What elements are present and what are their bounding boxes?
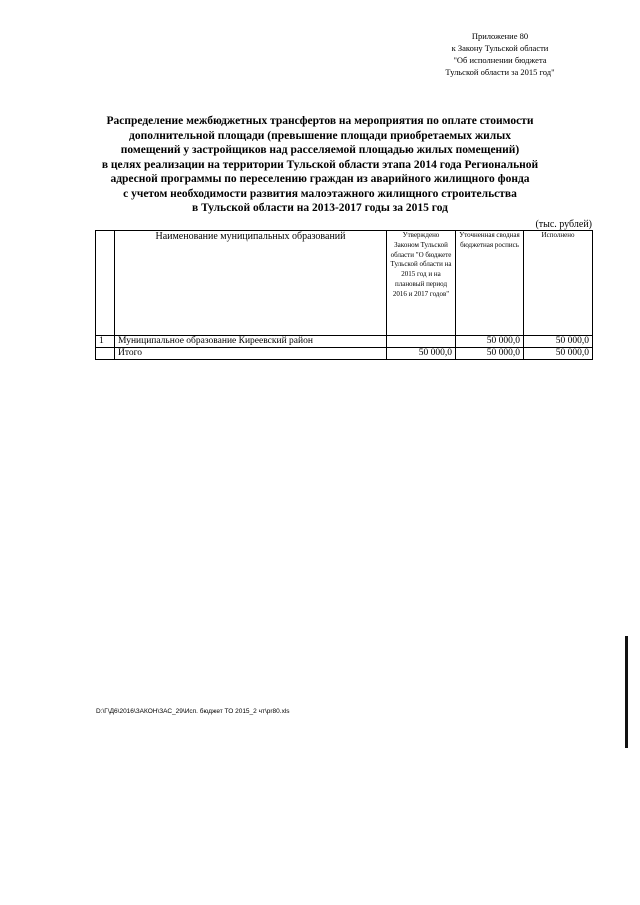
appendix-line-1: Приложение 80 <box>471 31 529 41</box>
title-line: в целях реализации на территории Тульской области этапа 2014 года Региональной <box>101 158 539 171</box>
header-approved: Утверждено Законом Тульской области "О бюджете Тульской области на 2015 год и на плановый период 2016 и 2017 годов" <box>387 231 456 336</box>
total-label: Итого <box>115 348 387 360</box>
row-approved <box>387 336 456 348</box>
budget-table <box>95 230 593 360</box>
total-number <box>96 348 115 360</box>
scan-edge-mark <box>625 636 628 748</box>
title-line: Распределение межбюджетных трансфертов на мероприятия по оплате стоимости <box>106 115 534 127</box>
row-name: Муниципальное образование Киреевский район <box>115 336 387 348</box>
units-label: (тыс. рублей) <box>535 219 592 230</box>
appendix-line-2: к Закону Тульской области <box>451 43 549 53</box>
title-line: помещений у застройщиков над расселяемой площадью жилых помещений) <box>120 144 520 156</box>
total-approved: 50 000,0 <box>387 348 456 360</box>
header-name: Наименование муниципальных образований <box>115 231 387 336</box>
title-line: с учетом необходимости развития малоэтажного жилищного строительства <box>123 187 517 200</box>
document-title <box>80 114 560 216</box>
appendix-line-4: Тульской области за 2015 год" <box>445 67 555 77</box>
title-line: в Тульской области на 2013-2017 годы за 2015 год <box>192 202 448 214</box>
title-line: дополнительной площади (превышение площади приобретаемых жилых <box>129 129 511 142</box>
row-executed: 50 000,0 <box>524 336 593 348</box>
header-refined: Уточненная сводная бюджетная роспись <box>456 231 524 336</box>
row-refined: 50 000,0 <box>456 336 524 348</box>
appendix-line-3: "Об исполнении бюджета <box>453 55 547 65</box>
table-header-row <box>96 231 593 336</box>
row-number: 1 <box>96 336 115 348</box>
total-executed: 50 000,0 <box>524 348 593 360</box>
header-executed: Исполнено <box>524 231 593 336</box>
title-line: адресной программы по переселению граждан из аварийного жилищного фонда <box>110 173 530 185</box>
header-number <box>96 231 115 336</box>
total-refined: 50 000,0 <box>456 348 524 360</box>
table-total-row <box>96 348 593 360</box>
table-row <box>96 336 593 348</box>
appendix-header <box>410 30 590 78</box>
file-path: D:\Г\Д6\2016\ЗАКОН\ЗАС_29\Исп. бюджет ТО 2015_2 чт\pr80.xls <box>96 708 290 715</box>
